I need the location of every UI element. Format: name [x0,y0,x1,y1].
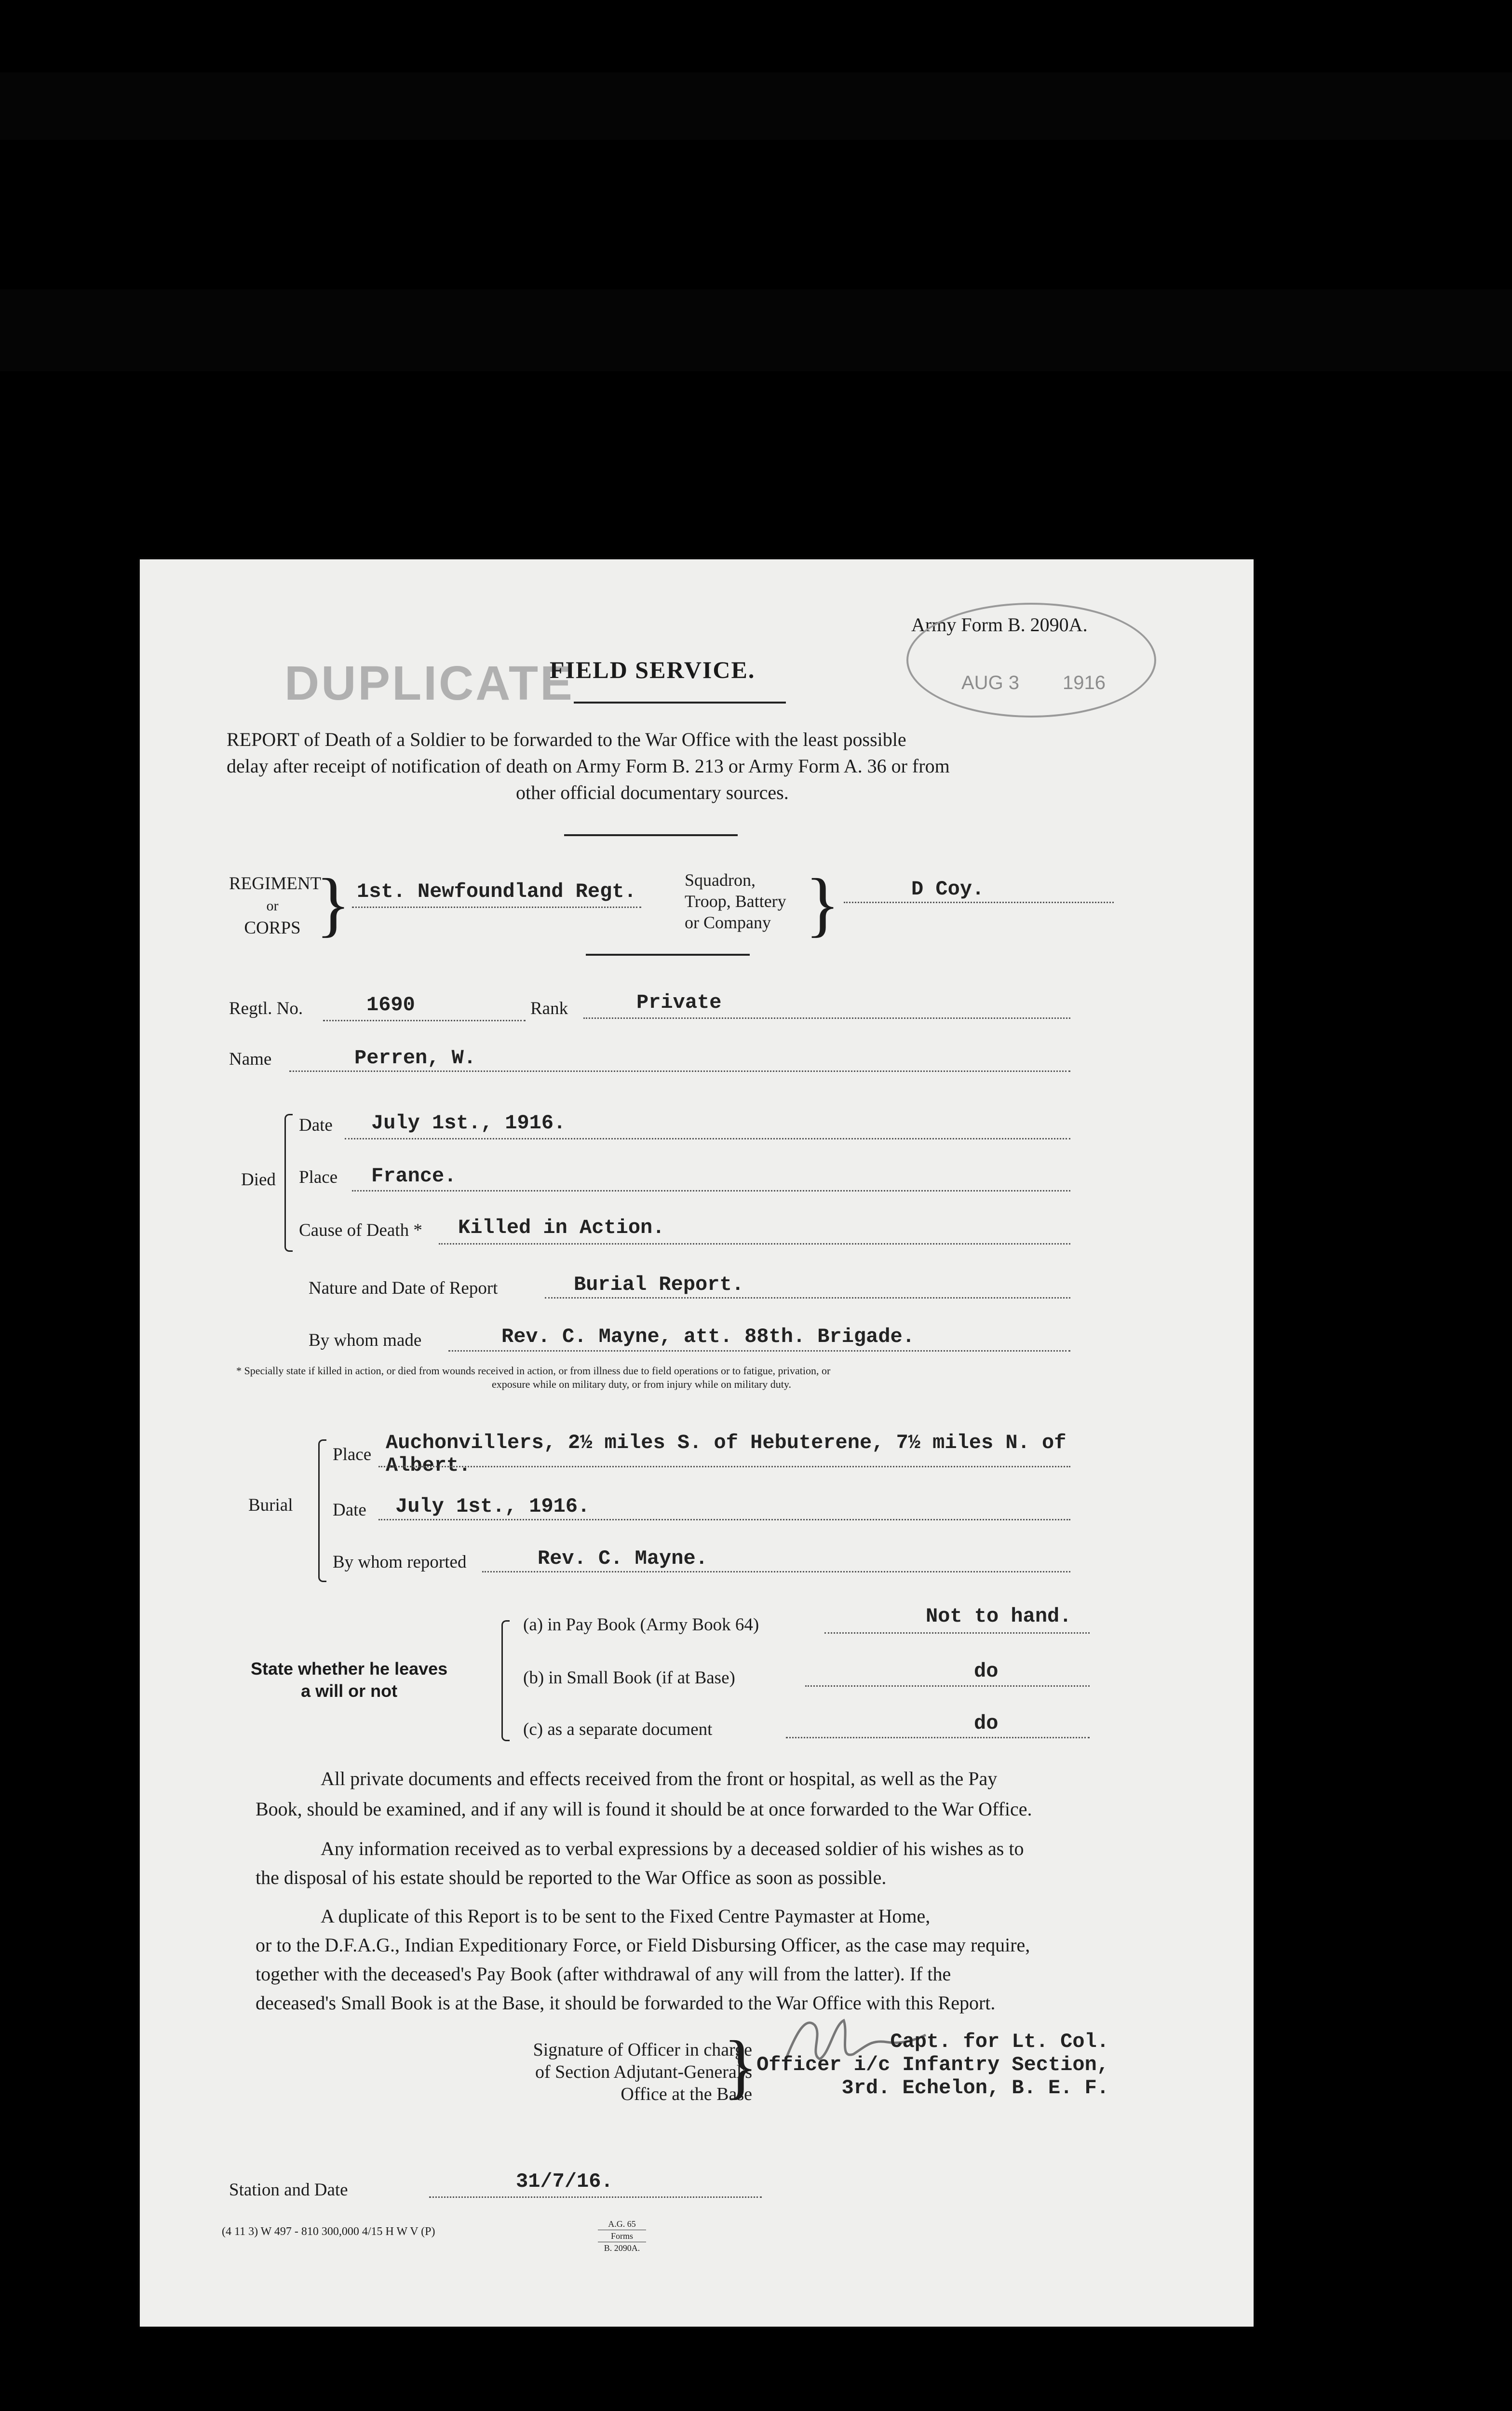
regtl-no-label: Regtl. No. [229,999,303,1018]
regiment-value: 1st. Newfoundland Regt. [357,880,636,903]
by-whom-dotline [448,1350,1070,1352]
died-date-value: July 1st., 1916. [371,1111,566,1135]
will-b-value: do [974,1660,999,1683]
died-place-value: France. [371,1165,457,1188]
will-c-dotline [786,1737,1090,1738]
para3-line-1: A duplicate of this Report is to be sent to the Fixed Centre Paymaster at Home, [321,1905,931,1927]
station-label: Station and Date [229,2180,348,2200]
rank-label: Rank [530,999,568,1018]
burial-date-label: Date [333,1500,366,1520]
scan-header-band [0,289,1512,371]
stamp-year: 1916 [1063,672,1106,693]
nature-dotline [545,1297,1070,1299]
scan-header-band [0,72,1512,140]
army-form-document [140,559,1254,2327]
died-place-dotline [352,1190,1070,1192]
died-date-dotline [345,1138,1070,1139]
name-dotline [289,1070,1070,1072]
nature-label: Nature and Date of Report [309,1278,498,1298]
died-place-label: Place [299,1167,338,1187]
cause-dotline [439,1243,1070,1245]
burial-date-value: July 1st., 1916. [395,1495,590,1518]
name-value: Perren, W. [354,1046,476,1070]
will-b-dotline [805,1685,1090,1687]
para3-line-4: deceased's Small Book is at the Base, it should be forwarded to the War Office with this Report. [256,1992,996,2014]
signature-brace: } [723,2026,758,2106]
burial-label: Burial [248,1495,293,1515]
footnote-line-2: exposure while on military duty, or from injury while on military duty. [492,1378,791,1390]
died-date-label: Date [299,1115,333,1135]
nature-value: Burial Report. [574,1273,744,1296]
section-rule [564,834,738,836]
signature-label: Signature of Officer in charge of Section Adjutant-General's Office at the Base [533,2040,752,2104]
intro-line-1: REPORT of Death of a Soldier to be forwarded to the War Office with the least possible [227,729,906,750]
para1-line-1: All private documents and effects received from the front or hospital, as well as the Pay [321,1768,998,1789]
rank-dotline [583,1017,1070,1019]
burial-place-label: Place [333,1445,372,1464]
para3-line-2: or to the D.F.A.G., Indian Expeditionary Force, or Field Disbursing Officer, as the case may require, [256,1934,1030,1956]
burial-reported-value: Rev. C. Mayne. [538,1547,708,1570]
duplicate-stamp: DUPLICATE [284,656,574,710]
by-whom-value: Rev. C. Mayne, att. 88th. Brigade. [501,1325,915,1348]
squadron-brace: } [805,864,840,944]
para1-line-2: Book, should be examined, and if any will is found it should be at once forwarded to the War Office. [256,1798,1032,1820]
name-label: Name [229,1049,272,1069]
will-label: State whether he leaves a will or not [251,1659,448,1701]
squadron-dotline [844,902,1114,903]
form-title: FIELD SERVICE. [550,656,756,683]
squadron-value: D Coy. [911,878,985,901]
burial-reported-label: By whom reported [333,1552,467,1572]
will-a-label: (a) in Pay Book (Army Book 64) [523,1615,759,1635]
squadron-label: Squadron, Troop, Battery or Company [685,870,786,932]
footnote-line-1: * Specially state if killed in action, or died from wounds received in action, or from illness due to field operations or to fatigue, privation, or [236,1365,831,1377]
para2-line-2: the disposal of his estate should be reported to the War Office as soon as possible. [256,1867,887,1888]
died-brace [284,1114,293,1252]
signature-value-2: Officer i/c Infantry Section, 3rd. Echelon, B. E. F. [756,2053,1109,2099]
burial-place-value-1: Auchonvillers, 2½ miles S. of Hebuterene, 7½ miles N. of [386,1431,1066,1454]
regtl-no-dotline [323,1020,526,1021]
will-b-label: (b) in Small Book (if at Base) [523,1668,735,1688]
station-dotline [429,2196,762,2198]
cause-label: Cause of Death * [299,1220,422,1240]
by-whom-label: By whom made [309,1330,422,1350]
stamp-date: AUG 3 [961,672,1020,693]
burial-place-dotline [378,1466,1070,1467]
printer-line: (4 11 3) W 497 - 810 300,000 4/15 H W V (P) [222,2225,435,2238]
signature-value: Capt. for Lt. Col. [890,2030,1109,2053]
para2-line-1: Any information received as to verbal expressions by a deceased soldier of his wishes as to [321,1838,1024,1859]
station-value: 31/7/16. [516,2170,613,2193]
will-a-value: Not to hand. [926,1605,1072,1628]
burial-date-dotline [378,1519,1070,1520]
regiment-label: REGIMENT or CORPS [229,874,322,938]
will-c-value: do [974,1712,999,1735]
intro-line-3: other official documentary sources. [516,782,789,803]
regiment-dotline [352,907,641,908]
burial-brace [318,1439,326,1582]
will-c-label: (c) as a separate document [523,1720,713,1739]
section-rule [586,954,750,956]
burial-reported-dotline [482,1571,1070,1572]
rank-value: Private [636,991,722,1014]
received-date-stamp [906,603,1156,718]
will-a-dotline [824,1632,1090,1634]
will-brace [501,1620,510,1741]
para3-line-3: together with the deceased's Pay Book (after withdrawal of any will from the latter). If the [256,1963,951,1985]
cause-value: Killed in Action. [458,1216,665,1239]
regtl-no-value: 1690 [366,993,415,1016]
burial-place-value-2: Albert. [386,1454,471,1477]
regiment-brace: } [316,864,351,944]
intro-line-2: delay after receipt of notification of death on Army Form B. 213 or Army Form A. 36 or from [227,755,950,777]
forms-note: A.G. 65 Forms B. 2090A. [598,2218,646,2254]
form-number: Army Form B. 2090A. [911,614,1088,636]
title-rule [574,702,786,704]
died-label: Died [241,1170,276,1190]
